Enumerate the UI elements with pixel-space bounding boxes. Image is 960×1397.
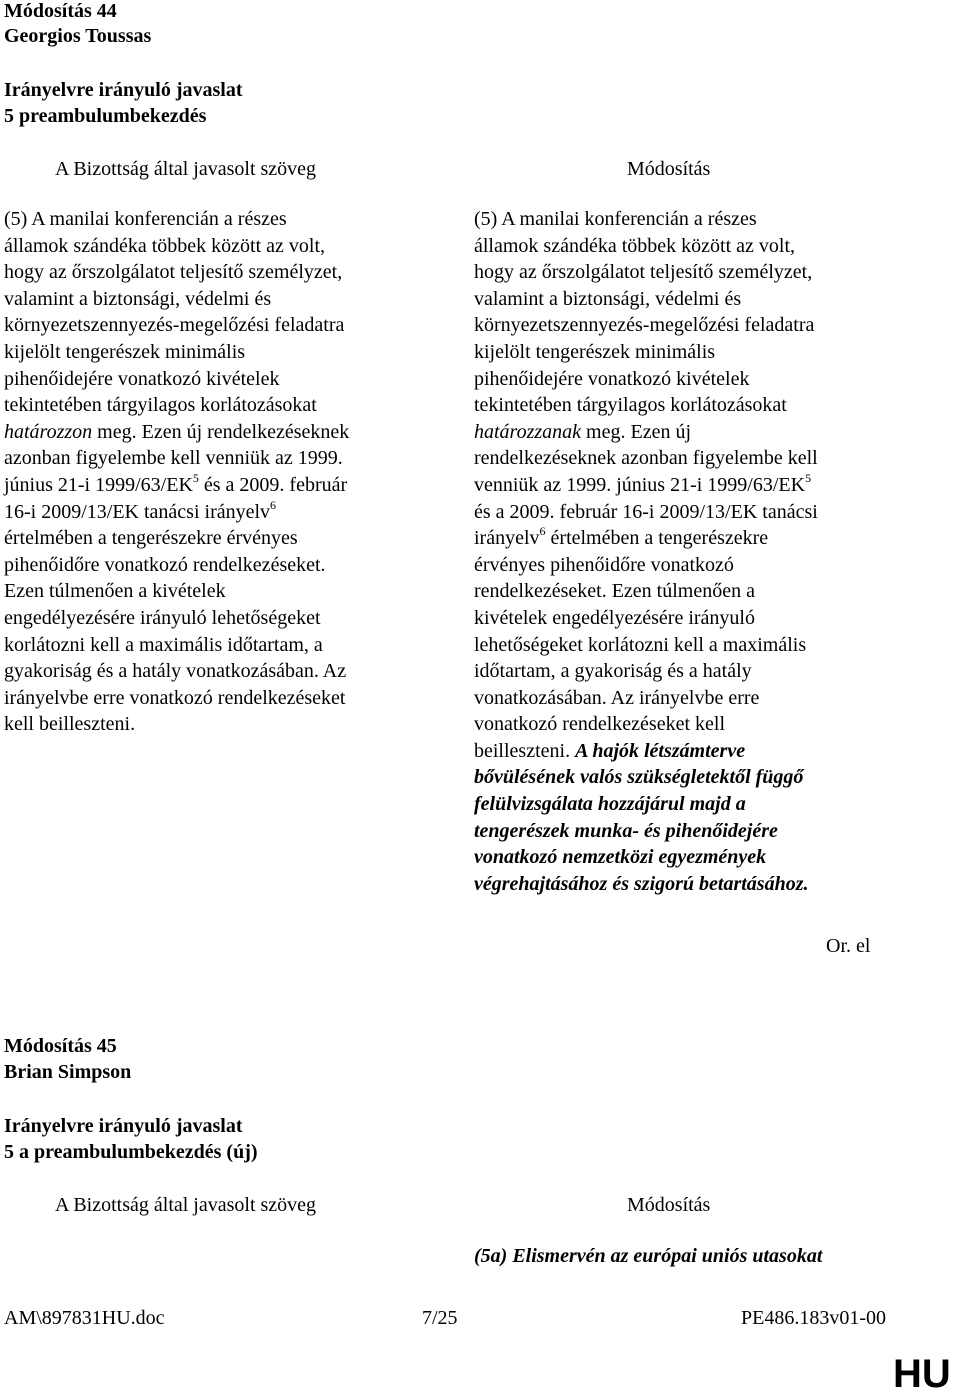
text-segment: tekintetében tárgyilagos korlátozásokat [4,394,317,417]
text-segment: gyakoriság és a hatály vonatkozásában. Az [4,660,347,683]
amendment-44-proposal-type: Irányelvre irányuló javaslat [4,79,243,101]
footnote-ref: 5 [805,470,812,485]
text-segment: (5) A manilai konferencián a részes [474,208,757,230]
amendment-45-left-heading: A Bizottság által javasolt szöveg [55,1194,317,1216]
amendment-45-target: 5 a preambulumbekezdés (új) [4,1141,258,1163]
text-line [4,552,434,579]
amendment-44-left-heading: A Bizottság által javasolt szöveg [55,158,317,180]
text-line [4,233,434,260]
text-segment: azonban figyelembe kell venniük az 1999. [4,447,343,470]
text-line [474,844,914,871]
text-segment: bővülésének valós szükségletektől függő [474,766,804,789]
text-line [474,818,914,845]
text-segment: pihenőidőre vonatkozó rendelkezéseket. [4,553,326,576]
text-line [474,445,914,472]
text-segment: érvényes pihenőidőre vonatkozó [474,553,734,576]
text-segment: kijelölt tengerészek minimális [474,340,716,363]
text-segment: határozzanak [474,420,582,443]
text-line [474,206,914,233]
text-line [474,499,914,526]
text-segment: kell beilleszteni. [4,713,136,736]
text-segment: (5a) Elismervén az európai uniós utasokat [474,1245,823,1267]
text-segment: államok szándéka többek között az volt, [474,234,796,257]
text-line [474,605,914,632]
footer-language-code: HU [893,1352,951,1396]
text-segment: időtartam, a gyakoriság és a hatály [474,660,752,683]
text-line [474,472,914,499]
text-line [4,286,434,313]
text-line [4,419,434,446]
amendment-44-target: 5 preambulumbekezdés [4,105,207,127]
text-line [4,206,434,233]
text-line [474,552,914,579]
text-line [474,632,914,659]
footnote-ref: 6 [270,497,277,512]
text-segment: értelmében a tengerészekre [545,527,769,550]
text-segment: valamint a biztonsági, védelmi és [4,287,272,310]
text-segment: (5) A manilai konferencián a részes [4,208,287,230]
text-line [4,339,434,366]
text-segment: Ezen túlmenően a kivételek [4,580,226,603]
original-language-note: Or. el [826,935,871,957]
amendment-45-right-heading: Módosítás [627,1194,711,1216]
text-segment: lehetőségeket korlátozni kell a maximális [474,633,807,656]
text-line [4,259,434,286]
amendment-45-amended-text [474,1243,914,1270]
text-segment: hogy az őrszolgálatot teljesítő személyzet, [4,261,343,284]
text-line [4,685,434,712]
text-line [474,578,914,605]
text-line [474,366,914,393]
text-line [474,419,914,446]
footnote-ref: 6 [539,524,546,539]
text-line [474,339,914,366]
text-segment: tekintetében tárgyilagos korlátozásokat [474,394,787,417]
text-line [474,738,914,765]
text-segment: pihenőidejére vonatkozó kivételek [474,367,750,390]
amendment-44-commission-text [4,206,434,738]
text-line [4,499,434,526]
text-segment: vonatkozó rendelkezéseket kell [474,713,725,736]
text-segment: engedélyezésére irányuló lehetőségeket [4,606,321,629]
text-segment: és a 2009. február [198,473,348,496]
text-segment: rendelkezéseknek azonban figyelembe kell [474,447,818,470]
footer-page-number: 7/25 [422,1307,458,1329]
text-segment: értelmében a tengerészekre érvényes [4,527,298,550]
text-line [474,312,914,339]
text-segment: meg. Ezen új [581,420,692,443]
text-line [474,764,914,791]
text-segment: pihenőidejére vonatkozó kivételek [4,367,280,390]
text-segment: kijelölt tengerészek minimális [4,340,246,363]
text-line [474,525,914,552]
text-segment: rendelkezéseket. Ezen túlmenően a [474,580,755,603]
text-line [4,445,434,472]
text-line [4,366,434,393]
text-segment: végrehajtásához és szigorú betartásához. [474,872,809,895]
text-segment: valamint a biztonsági, védelmi és [474,287,742,310]
text-segment: hogy az őrszolgálatot teljesítő személyzet, [474,261,813,284]
text-line [474,286,914,313]
text-segment: határozzon [4,420,93,443]
text-line [474,259,914,286]
text-segment: venniük az 1999. június 21-i 1999/63/EK [474,473,806,496]
text-line [474,392,914,419]
text-line [4,632,434,659]
text-line [4,392,434,419]
text-line [4,312,434,339]
footer-doc-ref: AM\897831HU.doc [4,1307,165,1329]
text-segment: A hajók létszámterve [575,739,746,762]
text-segment: irányelvbe erre vonatkozó rendelkezéseket [4,686,346,709]
text-segment: vonatkozó nemzetközi egyezmények [474,846,767,869]
text-segment: vonatkozásában. Az irányelvbe erre [474,686,760,709]
text-segment: és a 2009. február 16-i 2009/13/EK tanácsi [474,500,818,523]
text-line [474,791,914,818]
text-segment: környezetszennyezés-megelőzési feladatra [474,314,815,337]
text-segment: beilleszteni. [474,739,576,762]
text-segment: korlátozni kell a maximális időtartam, a [4,633,323,656]
amendment-45-number: Módosítás 45 [4,1035,117,1057]
text-line [4,525,434,552]
text-line [4,578,434,605]
text-line [4,605,434,632]
text-line [474,871,914,898]
text-segment: környezetszennyezés-megelőzési feladatra [4,314,345,337]
text-line [4,711,434,738]
text-line [474,1243,914,1270]
text-segment: június 21-i 1999/63/EK [4,473,193,496]
text-segment: felülvizsgálata hozzájárul majd a [474,793,746,816]
text-line [474,685,914,712]
text-segment: államok szándéka többek között az volt, [4,234,326,257]
text-line [4,658,434,685]
text-segment: tengerészek munka- és pihenőidejére [474,819,778,842]
amendment-44-number: Módosítás 44 [4,0,117,22]
amendment-44-author: Georgios Toussas [4,25,152,47]
amendment-44-right-heading: Módosítás [627,158,711,180]
text-segment: kivételek engedélyezésére irányuló [474,606,755,629]
amendment-44-amended-text [474,206,914,897]
text-line [4,472,434,499]
text-segment: meg. Ezen új rendelkezéseknek [92,420,350,443]
text-line [474,658,914,685]
amendment-45-author: Brian Simpson [4,1061,132,1083]
text-line [474,233,914,260]
text-segment: 16-i 2009/13/EK tanácsi irányelv [4,500,271,523]
amendment-45-proposal-type: Irányelvre irányuló javaslat [4,1115,243,1137]
footer-pe-ref: PE486.183v01-00 [741,1307,886,1329]
text-segment: irányelv [474,527,540,550]
text-line [474,711,914,738]
footnote-ref: 5 [192,470,199,485]
